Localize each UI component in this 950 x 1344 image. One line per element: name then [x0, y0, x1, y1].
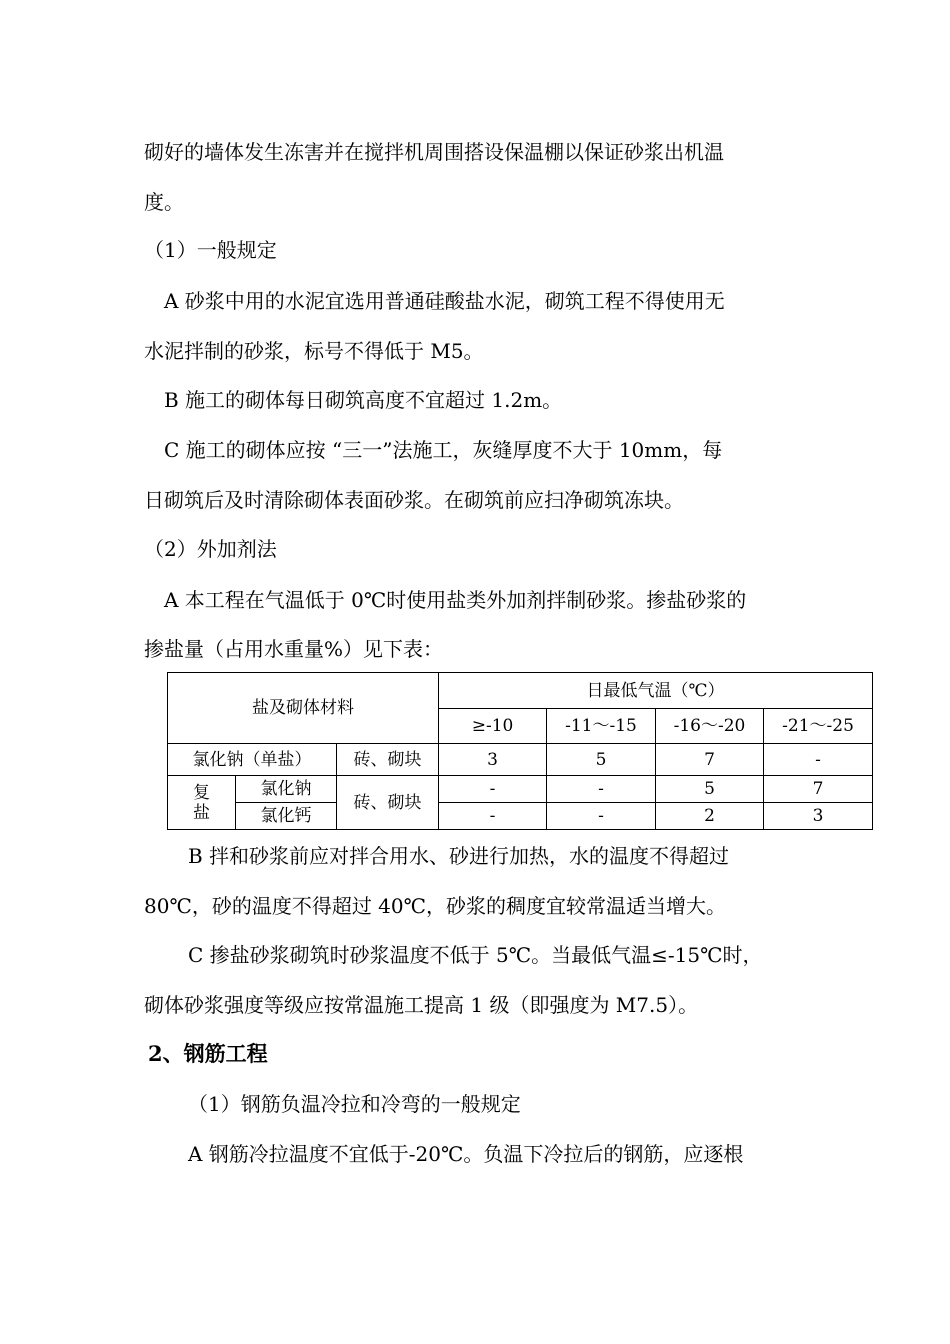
- paragraph-line: 日砌筑后及时清除砌体表面砂浆。在砌筑前应扫净砌筑冻块。: [144, 488, 684, 512]
- value-cell: 5: [656, 776, 764, 803]
- material-cell: 砖、砌块: [337, 776, 439, 830]
- temp-range-cell: ≥-10: [439, 709, 547, 744]
- paragraph-line: 度。: [144, 190, 184, 214]
- paragraph-line: 砌好的墙体发生冻害并在搅拌机周围搭设保温棚以保证砂浆出机温: [144, 140, 724, 164]
- salt-name-cell: 氯化钠: [236, 776, 337, 803]
- temp-range-cell: -16～-20: [656, 709, 764, 744]
- paragraph-line: 80℃，砂的温度不得超过 40℃，砂浆的稠度宜较常温适当增大。: [144, 894, 727, 918]
- material-cell: 砖、砌块: [337, 744, 439, 776]
- temp-range-cell: -21～-25: [764, 709, 873, 744]
- header-temperature: 日最低气温（℃）: [439, 673, 873, 709]
- paragraph-line: A 钢筋冷拉温度不宜低于-20℃。负温下冷拉后的钢筋，应逐根: [188, 1142, 744, 1166]
- value-cell: 3: [764, 803, 873, 830]
- salt-name-cell: 氯化钙: [236, 803, 337, 830]
- value-cell: -: [547, 776, 656, 803]
- paragraph-line: C 掺盐砂浆砌筑时砂浆温度不低于 5℃。当最低气温≤-15℃时，: [188, 943, 763, 967]
- compound-salt-label: 复盐: [168, 776, 236, 830]
- paragraph-line: A 砂浆中用的水泥宜选用普通硅酸盐水泥，砌筑工程不得使用无: [164, 289, 725, 313]
- value-cell: 7: [764, 776, 873, 803]
- value-cell: 7: [656, 744, 764, 776]
- section-heading: 2、钢筋工程: [148, 1041, 268, 1066]
- paragraph-line: 掺盐量（占用水重量%）见下表：: [144, 637, 444, 661]
- value-cell: -: [764, 744, 873, 776]
- value-cell: 3: [439, 744, 547, 776]
- section-title: （1）钢筋负温冷拉和冷弯的一般规定: [188, 1092, 521, 1116]
- paragraph-line: B 拌和砂浆前应对拌合用水、砂进行加热，水的温度不得超过: [188, 844, 730, 868]
- value-cell: 2: [656, 803, 764, 830]
- paragraph-line: C 施工的砌体应按 “三一”法施工，灰缝厚度不大于 10mm，每: [164, 438, 723, 462]
- salt-dosage-table: [167, 672, 873, 830]
- section-title: （1）一般规定: [144, 238, 277, 262]
- value-cell: -: [547, 803, 656, 830]
- paragraph-line: A 本工程在气温低于 0℃时使用盐类外加剂拌制砂浆。掺盐砂浆的: [164, 588, 747, 612]
- salt-name-cell: 氯化钠（单盐）: [168, 744, 337, 776]
- paragraph-line: 砌体砂浆强度等级应按常温施工提高 1 级（即强度为 M7.5）。: [144, 993, 699, 1017]
- paragraph-line: B 施工的砌体每日砌筑高度不宜超过 1.2m。: [164, 388, 563, 412]
- value-cell: 5: [547, 744, 656, 776]
- section-title: （2）外加剂法: [144, 537, 277, 561]
- value-cell: -: [439, 803, 547, 830]
- paragraph-line: 水泥拌制的砂浆，标号不得低于 M5。: [144, 339, 484, 363]
- temp-range-cell: -11～-15: [547, 709, 656, 744]
- value-cell: -: [439, 776, 547, 803]
- header-material: 盐及砌体材料: [168, 673, 439, 744]
